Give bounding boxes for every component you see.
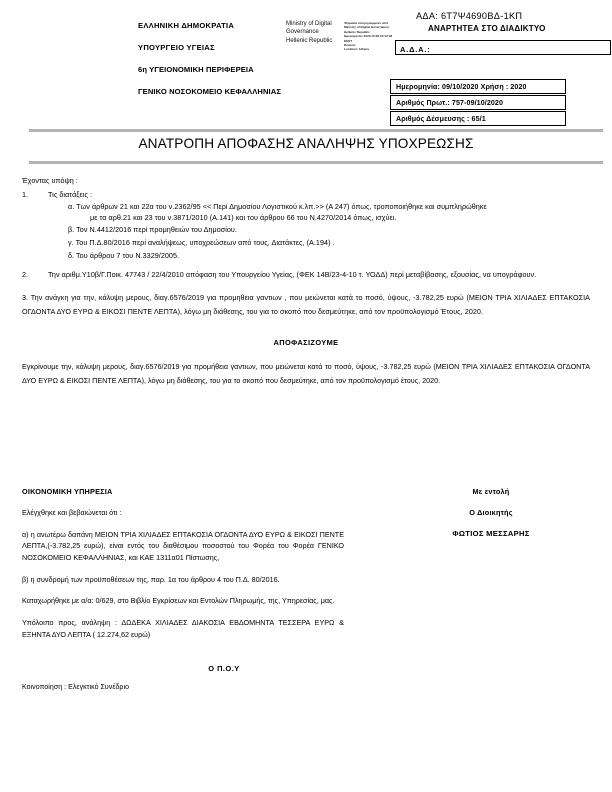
page-title: ΑΝΑΤΡΟΠΗ ΑΠΟΦΑΣΗΣ ΑΝΑΛΗΨΗΣ ΥΠΟΧΡΕΩΣΗΣ bbox=[138, 136, 474, 151]
list-item-1b bbox=[68, 225, 590, 235]
list-item-2-text: Την αριθμ.Υ10β/Γ.Ποικ. 47743 / 22/4/2010 απόφαση του Υπουργείου Υγείας, (ΦΕΚ 14Β/23-4-10 τ. ΥΟΔΔ) περί μεταβίβασης, εξουσίας, να υπογράφουν. bbox=[48, 270, 537, 280]
list-item-2 bbox=[22, 270, 590, 280]
list-item-1b-text: Τον Ν.4412/2016 περί προμηθειών του Δημοσίου. bbox=[76, 225, 237, 235]
financial-service-balance: Υπόλοιπο προς, ανάληψη : ΔΩΔΕΚΑ ΧΙΛΙΑΔΕΣ ΔΙΑΚΟΣΙΑ ΕΒΔΟΜΗΝΤΑ ΤΕΣΣΕΡΑ ΕΥΡΩ & ΕΞΗΝΤΑ ΔΥΟ ΛΕΠΤΑ ( 12.274,62 ευρώ) bbox=[22, 617, 344, 639]
signature-role: Ο Διοικητής bbox=[469, 508, 513, 517]
info-box-commitment-text: Αριθμός Δέσμευσης : 65/1 bbox=[396, 115, 486, 124]
list-item-3: 3. Την ανάγκη για την, κάλυψη μερους, διαγ.6576/2019 για προμηθεια γαντιων , που μειώνεται κατά το ποσό, ύψους, -3.782,25 ευρώ (ΜΕΙΟΝ ΤΡΙΑ ΧΙΛΙΑΔΕΣ ΕΠΤΑΚΟΣΙΑ ΟΓΔΟΝΤΑ ΔΥΟ ΕΥΡΩ & ΕΙΚΟΣΙ ΠΕΝΤΕ ΛΕΠΤΑ), λόγω μη διάθεσης, του για το σκοπό που δεσμεύτηκε, από τον προϋπολογισμό Έτους, 2020. bbox=[22, 293, 590, 317]
divider-rule-top bbox=[29, 129, 603, 132]
preamble-text: Έχοντας υπόψη : bbox=[22, 176, 78, 185]
financial-service-column bbox=[22, 487, 344, 650]
list-item-1b-label: β. bbox=[68, 225, 75, 235]
stamp-en-line-3: Hellenic Republic bbox=[286, 37, 333, 44]
list-item-1c bbox=[68, 238, 590, 248]
stamp-gr-line-6: Reason: bbox=[344, 42, 357, 47]
list-item-1a-label: α. bbox=[68, 202, 75, 212]
financial-service-heading: ΟΙΚΟΝΟΜΙΚΗ ΥΠΗΡΕΣΙΑ bbox=[22, 487, 113, 496]
list-item-1 bbox=[22, 190, 590, 200]
list-item-1c-label: γ. bbox=[68, 238, 74, 248]
org-line-hospital: ΓΕΝΙΚΟ ΝΟΣΟΚΟΜΕΙΟ ΚΕΦΑΛΛΗΝΙΑΣ bbox=[138, 87, 281, 97]
info-box-commitment bbox=[390, 111, 566, 126]
info-box-protocol-text: Αριθμός Πρωτ.: 757-09/10/2020 bbox=[396, 99, 504, 108]
digital-signature-stamp bbox=[286, 20, 402, 52]
stamp-gr-line-1: Ψηφιακά υπογεγραμμένο από bbox=[344, 21, 389, 25]
list-item-1a-continuation: με τα αρθ.21 και 23 του ν.3871/2010 (Α.141) και του άρθρου 66 του Ν.4270/2014 όπως, ισχύει. bbox=[90, 212, 397, 222]
authority-signature-column bbox=[392, 487, 590, 538]
decision-text: Εγκρίνουμε την, κάλυψη μερους, διαγ.6576/2019 για προμήθεια γαντιων, που μειώνεται κατά το ποσό, ύψους, -3.782,25 ευρώ (ΜΕΙΟΝ ΤΡΙΑ ΧΙΛΙΑΔΕΣ ΕΠΤΑΚΟΣΙΑ ΟΓΔΟΝΤΑ ΔΥΟ ΕΥΡΩ & ΕΙΚΟΣΙ ΠΕΝΤΕ ΛΕΠΤΑ), λόγω μη διάθεσης, του για το σκοπό που δεσμεύτηκε, από τον προϋπολογισμό έτους, 2020. bbox=[22, 362, 590, 386]
signature-by-order: Με εντολή bbox=[472, 487, 510, 496]
stamp-gr-line-3: Hellenic Republic bbox=[344, 29, 370, 34]
signature-name: ΦΩΤΙΟΣ ΜΕΣΣΑΡΗΣ bbox=[452, 529, 530, 538]
list-item-2-number: 2. bbox=[22, 270, 29, 280]
document-body bbox=[22, 176, 590, 388]
stamp-greek-text bbox=[344, 20, 402, 52]
issuing-organization bbox=[138, 22, 308, 110]
ada-code: ΑΔΑ: 6Τ7Ψ4690ΒΔ-1ΚΠ bbox=[416, 11, 523, 21]
ada-field-label: Α.Δ.Α.: bbox=[400, 44, 431, 54]
info-box-date bbox=[390, 79, 566, 94]
list-item-1d-text: Του άρθρου 7 του Ν.3329/2005. bbox=[76, 250, 180, 260]
anartitea-label: ΑΝΑΡΤΗΤΕΑ ΣΤΟ ΔΙΑΔΙΚΤΥΟ bbox=[428, 24, 546, 33]
info-box-date-text: Ημερομηνία: 09/10/2020 Χρήση : 2020 bbox=[396, 83, 527, 92]
info-box-protocol bbox=[390, 95, 566, 110]
list-item-1d bbox=[68, 251, 590, 261]
financial-service-point-a: α) η ανωτέρω δαπάνη ΜΕΙΟΝ ΤΡΙΑ ΧΙΛΙΑΔΕΣ ΕΠΤΑΚΟΣΙΑ ΟΓΔΟΝΤΑ ΔΥΟ ΕΥΡΩ & ΕΙΚΟΣΙ ΠΕΝΤΕ ΛΕΠΤΑ,(-3.782,25 ευρώ), είναι εντός του διαθέσιμου ποσοστού του Φορέα του Φορέα ΓΕΝΙΚΟ ΝΟΣΟΚΟΜΕΙΟ ΚΕΦΑΛΛΗΝΙΑΣ, και ΚΑΕ 1311α01 Πίστωσης, bbox=[22, 529, 344, 562]
divider-rule-bottom bbox=[29, 161, 603, 164]
list-item-1d-label: δ. bbox=[68, 250, 75, 260]
org-line-republic: ΕΛΛΗΝΙΚΗ ΔΗΜΟΚΡΑΤΙΑ bbox=[138, 21, 235, 30]
financial-service-registration: Καταχωρήθηκε με α/α: 0/629, στο Βιβλίο Εγκρίσεων και Εντολών Πληρωμής, της, Υπηρεσίας, μας. bbox=[22, 596, 335, 606]
list-item-1a-text: Των άρθρων 21 και 22α του ν.2362/95 << Περί Δημοσίου Λογιστικού κ.λπ.>> (Α 247) όπως, τροποποιήθηκε και συμπληρώθηκε bbox=[76, 202, 487, 212]
list-item-1c-text: Του Π.Δ.80/2016 περί αναλήψεως, υποχρεώσεων από τους, Διατάκτες, (Α.194) . bbox=[75, 238, 335, 248]
decision-heading: ΑΠΟΦΑΣΙΖΟΥΜΕ bbox=[273, 338, 339, 348]
stamp-en-line-2: Governance bbox=[286, 29, 319, 36]
list-item-1-text: Τις διατάξεις : bbox=[48, 190, 93, 200]
stamp-gr-line-5: EEST bbox=[344, 38, 353, 43]
ada-field-box bbox=[395, 40, 611, 55]
financial-service-point-b: β) η συνδρομή των προϋποθέσεων της, παρ. 1α του άρθρου 4 του Π.Δ. 80/2016. bbox=[22, 574, 280, 584]
financial-service-intro: Ελέγχθηκε και βεβαιώνεται ότι : bbox=[22, 508, 122, 517]
list-item-1a bbox=[68, 202, 590, 222]
stamp-gr-line-2: Ministry of Digital Governance, bbox=[344, 25, 390, 30]
org-line-health-region: 6η ΥΓΕΙΟΝΟΜΙΚΗ ΠΕΡΙΦΕΡΕΙΑ bbox=[138, 65, 254, 75]
org-line-ministry: ΥΠΟΥΡΓΕΙΟ ΥΓΕΙΑΣ bbox=[138, 43, 215, 53]
pou-label: Ο Π.Ο.Υ bbox=[208, 664, 240, 673]
stamp-en-line-1: Ministry of Digital bbox=[286, 21, 332, 27]
stamp-gr-line-4: Ημερομηνία: 2020.10.08 10:12:33 bbox=[344, 34, 393, 39]
stamp-gr-line-7: Location: Athens bbox=[344, 47, 370, 52]
notification-line: Κοινοποίηση : Ελεγκτικό Συνέδριο bbox=[22, 684, 130, 691]
list-item-1-number: 1. bbox=[22, 190, 29, 200]
document-header bbox=[0, 0, 612, 126]
stamp-english-text bbox=[286, 20, 340, 52]
